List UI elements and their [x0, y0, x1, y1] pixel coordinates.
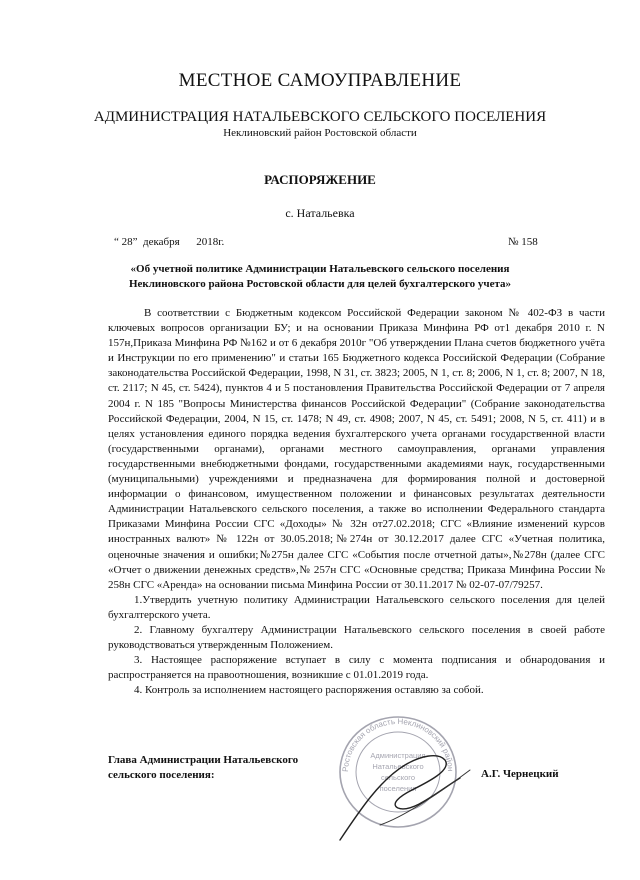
title-line-1: «Об учетной политике Администрации Натальевского сельского поселения — [130, 263, 510, 275]
document-number: № 158 — [508, 236, 538, 248]
document-place: с. Натальевка — [285, 206, 355, 220]
body-item-2: 2. Главному бухгалтеру Администрации Натальевского сельского поселения в своей работе руководствоваться утвержденным Положением. — [108, 623, 605, 652]
seal-center-line-2: Натальевского — [372, 762, 424, 771]
signatory-position — [108, 753, 298, 783]
handwritten-signature — [320, 730, 490, 850]
title-line-2: Неклиновского района Ростовской области для целей бухгалтерского учета» — [128, 278, 512, 290]
seal-center-line-1: Администрация — [370, 751, 426, 760]
body-item-3: 3. Настоящее распоряжение вступает в силу с момента подписания и обнародования и распространяется на правоотношения, возникшие с 01.01.2019 года. — [108, 654, 605, 682]
seal-ring-text: Ростовская область Неклиновский район — [340, 716, 456, 773]
signatory-position-line-2: сельского поселения: — [108, 769, 215, 781]
body-item-4: 4. Контроль за исполнением настоящего распоряжения оставляю за собой. — [134, 684, 484, 697]
document-title — [0, 262, 640, 292]
document-body — [108, 306, 605, 698]
seal-center-line-3: сельского — [381, 773, 415, 782]
header-administration: АДМИНИСТРАЦИЯ НАТАЛЬЕВСКОГО СЕЛЬСКОГО ПОСЕЛЕНИЯ — [93, 109, 547, 125]
body-item-1: 1.Утвердить учетную политику Администрации Натальевского сельского поселения для целей бухгалтерского учета. — [108, 593, 605, 621]
document-type: РАСПОРЯЖЕНИЕ — [264, 172, 376, 187]
signatory-name: А.Г. Чернецкий — [481, 768, 559, 780]
seal-center-line-4: поселения — [379, 784, 417, 793]
header-local-government: МЕСТНОЕ САМОУПРАВЛЕНИЕ — [178, 70, 462, 91]
signatory-position-line-1: Глава Администрации Натальевского — [108, 754, 299, 766]
body-intro-paragraph: В соответствии с Бюджетным кодексом Российской Федерации законом № 402-ФЗ в части ключевых вопросов организации БУ; и на основании Приказа Минфина РФ от1 декабря 2010 г. N 157н,Приказа Минфина РФ №162 и от 6 декабря 2010г "Об утверждении Плана счетов бюджетного учёта и Инструкции по его применению" и статьи 165 Бюджетного кодекса Российской Федерации (Собрание законодательства Российской Федерации, 1998, N 31, ст. 3823; 2005, N 1, ст. 8; 2006, N 1, ст. 8; 2007, N 18, ст. 2117; N 45, ст. 5424), пунктов 4 и 5 постановления Правительства Российской Федерации от 7 апреля 2004 г. N 185 "Вопросы Министерства финансов Российской Федерации" (Собрание законодательства Российской Федерации, 2004, N 15, ст. 1478; N 49, ст. 4908; 2007, N 45, ст. 5491; 2008, N 5, ст. 411) и в целях установления единого порядка ведения бухгалтерского учета органами государственной власти (государственными органами), органами местного самоуправления, органами управления государственными внебюджетными фондами, государственными академиями наук, государственными (муниципальными) учреждениями и предназначена для формирования полной и достоверной информации о финансовом, имущественном положении и финансовых результатах деятельности Администрации Натальевского сельского поселения, а также во исполнении Федерального стандарта Приказами Минфина России СГС «Доходы» № 32н от27.02.2018; СГС «Влияние изменений курсов иностранных валют» № 122н от 30.05.2018;№274н от 30.12.2017 далее СГС «Учетная политика, оценочные значения и ошибки;№275н далее СГС «События после отчетной даты»,№278н (далее СГС «Отчет о движении денежных средств»,№ 257н СГС «Основные средства; Приказа Минфина России № 258н СГС «Аренда» на основании письма Минфина России от 30.11.2017 № 02-07-07/79257. — [108, 307, 605, 591]
document-date: “ 28” декабря 2018г. — [114, 236, 225, 248]
header-district: Неклиновский район Ростовской области — [223, 127, 417, 139]
